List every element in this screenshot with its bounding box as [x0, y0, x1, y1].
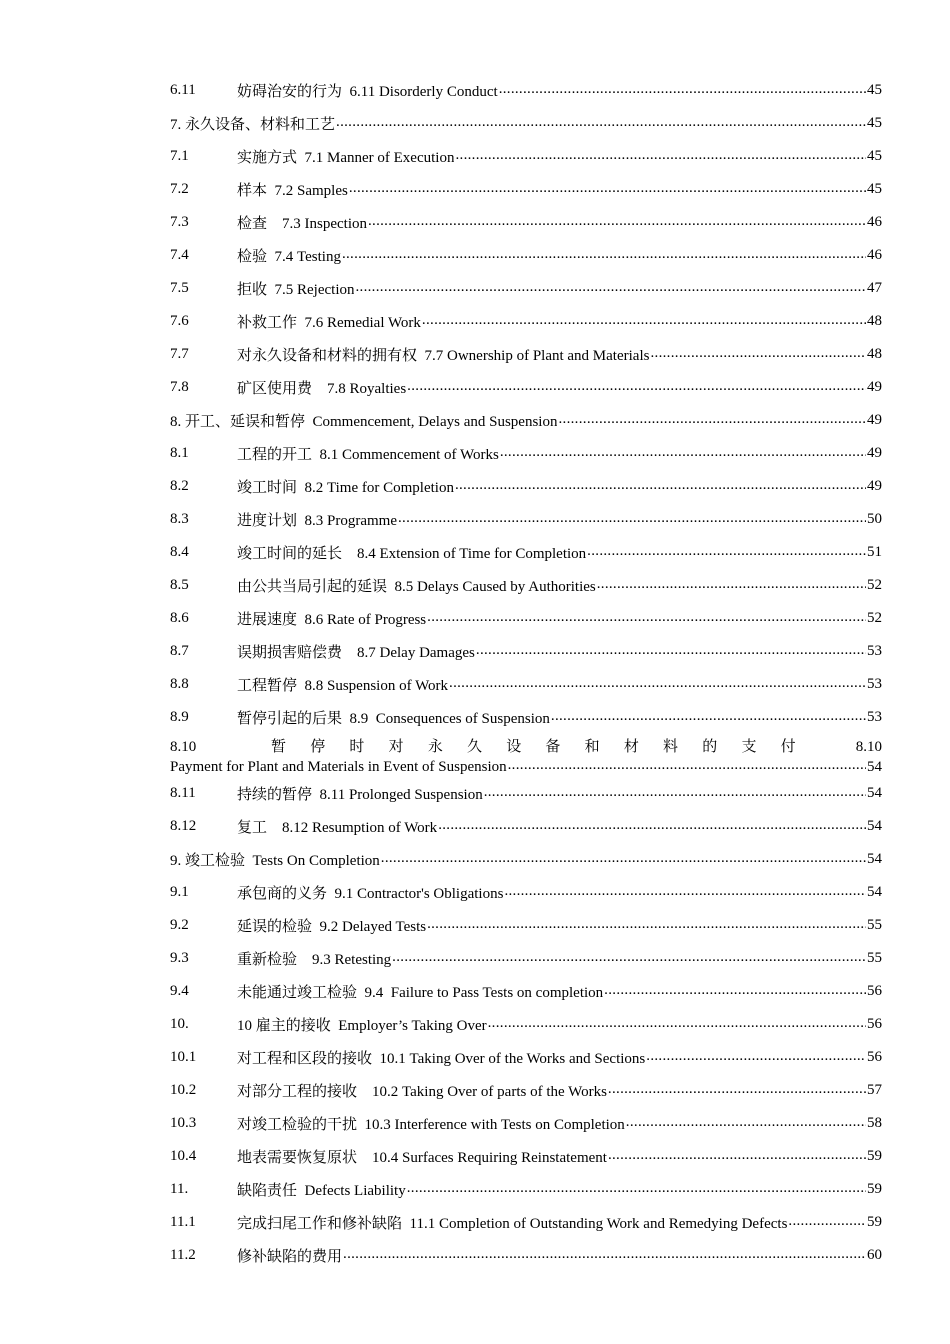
toc-entry[interactable] [170, 140, 882, 173]
toc-entry[interactable] [170, 338, 882, 371]
toc-entry-page: 45 [867, 181, 882, 197]
toc-entry-title: 对工程和区段的接收 10.1 Taking Over of the Works and Sections [237, 1051, 646, 1067]
toc-entry[interactable] [170, 239, 882, 272]
toc-entry[interactable] [170, 810, 882, 843]
toc-entry-title: 10 雇主的接收 Employer’s Taking Over [237, 1018, 487, 1034]
toc-entry-leader [608, 1082, 866, 1100]
toc-entry[interactable] [170, 1074, 882, 1107]
toc-entry-number: 8.3 [170, 511, 189, 527]
toc-entry-title-char: 停 [310, 739, 326, 755]
toc-entry-page: 49 [867, 379, 882, 395]
toc-entry-title: 检查 7.3 Inspection [237, 216, 367, 232]
toc-entry[interactable] [170, 701, 882, 734]
toc-entry-title: 地表需要恢复原状 10.4 Surfaces Requiring Reinstatement [237, 1150, 607, 1166]
toc-entry-page: 49 [867, 412, 882, 428]
toc-entry-leader [650, 346, 866, 364]
toc-entry-leader [343, 1247, 866, 1265]
toc-entry-title-char: 支 [741, 739, 757, 755]
toc-entry-number: 7.2 [170, 181, 189, 197]
toc-entry-leader [500, 445, 866, 463]
toc-entry-number: 10. [170, 1016, 189, 1032]
toc-entry-title: 重新检验 9.3 Retesting [237, 952, 392, 968]
toc-entry-number: 8.1 [170, 445, 189, 461]
toc-entry-leader [504, 884, 866, 902]
toc-entry-page: 46 [867, 247, 882, 263]
toc-entry-number: 7.6 [170, 313, 189, 329]
toc-entry[interactable] [170, 74, 882, 107]
toc-entry-title-char: 和 [584, 739, 600, 755]
table-of-contents [170, 74, 882, 1272]
toc-entry-number: 11.1 [170, 1214, 196, 1230]
toc-entry[interactable] [170, 1239, 882, 1272]
toc-entry-title: 误期损害赔偿费 8.7 Delay Damages [237, 645, 475, 661]
toc-entry-number: 8.5 [170, 577, 189, 593]
toc-entry-number: 8.10 [170, 739, 197, 755]
toc-entry-page: 53 [867, 643, 882, 659]
toc-entry-leader [484, 785, 866, 803]
toc-entry-title: 竣工时间的延长 8.4 Extension of Time for Completion [237, 546, 587, 562]
toc-entry-title: 实施方式 7.1 Manner of Execution [237, 150, 455, 166]
toc-entry-number: 7.7 [170, 346, 189, 362]
toc-entry-title: 检验 7.4 Testing [237, 249, 341, 265]
toc-entry[interactable] [170, 975, 882, 1008]
toc-entry-page: 48 [867, 313, 882, 329]
toc-entry-title-char: 对 [388, 739, 404, 755]
toc-entry-page: 49 [867, 478, 882, 494]
toc-entry-leader [381, 851, 866, 869]
toc-entry-title: 进度计划 8.3 Programme [237, 513, 397, 529]
toc-entry-page: 48 [867, 346, 882, 362]
toc-entry-number: 8.9 [170, 709, 189, 725]
toc-entry-page: 60 [867, 1247, 882, 1263]
toc-entry[interactable] [170, 305, 882, 338]
toc-entry[interactable] [170, 404, 882, 437]
toc-entry-leader [488, 1016, 866, 1034]
toc-entry-number: 8.4 [170, 544, 189, 560]
toc-entry-page: 51 [867, 544, 882, 560]
toc-entry-number: 10.1 [170, 1049, 197, 1065]
toc-entry[interactable] [170, 777, 882, 810]
toc-entry-title: 补救工作 7.6 Remedial Work [237, 315, 421, 331]
toc-entry-page: 57 [867, 1082, 882, 1098]
toc-entry-page: 56 [867, 983, 882, 999]
toc-entry-page: 50 [867, 511, 882, 527]
toc-entry-title: 完成扫尾工作和修补缺陷 11.1 Completion of Outstanding Work and Remedying Defects [237, 1216, 788, 1232]
toc-entry-wrapped[interactable] [170, 734, 882, 777]
toc-entry-leader [422, 313, 866, 331]
toc-entry-title-char: 暂 [271, 739, 287, 755]
toc-entry[interactable] [170, 843, 882, 876]
toc-entry-page: 54 [867, 785, 882, 801]
toc-entry-page: 55 [867, 950, 882, 966]
toc-entry-page: 56 [867, 1049, 882, 1065]
toc-entry-page: 46 [867, 214, 882, 230]
toc-entry-leader [608, 1148, 866, 1166]
toc-entry-number: 8.11 [170, 785, 196, 801]
toc-entry-leader [626, 1115, 866, 1133]
toc-entry-page: 45 [867, 82, 882, 98]
toc-entry-title: 对永久设备和材料的拥有权 7.7 Ownership of Plant and Materials [237, 348, 650, 364]
toc-entry-leader [368, 214, 866, 232]
toc-entry-page: 47 [867, 280, 882, 296]
toc-section-a [170, 74, 882, 734]
toc-entry-page: 54 [867, 884, 882, 900]
toc-entry-number: 7.1 [170, 148, 189, 164]
toc-entry-leader [407, 1181, 866, 1199]
toc-entry[interactable] [170, 876, 882, 909]
toc-entry-title: 延误的检验 9.2 Delayed Tests [237, 919, 427, 935]
toc-entry-title: 工程暂停 8.8 Suspension of Work [237, 678, 449, 694]
toc-entry-leader [349, 181, 866, 199]
toc-entry-number: 8.7 [170, 643, 189, 659]
toc-entry-number: 7.5 [170, 280, 189, 296]
toc-entry-title-char: 的 [702, 739, 718, 755]
toc-entry-number: 7.3 [170, 214, 189, 230]
toc-entry[interactable] [170, 437, 882, 470]
toc-entry-page: 54 [867, 758, 882, 775]
toc-entry-page: 59 [867, 1148, 882, 1164]
toc-entry-title: 工程的开工 8.1 Commencement of Works [237, 447, 499, 463]
toc-entry[interactable] [170, 503, 882, 536]
toc-entry[interactable] [170, 909, 882, 942]
toc-entry-page: 52 [867, 577, 882, 593]
toc-entry-title-char: 料 [663, 739, 679, 755]
toc-entry-title: 竣工时间 8.2 Time for Completion [237, 480, 454, 496]
toc-entry-title: 修补缺陷的费用 [237, 1249, 343, 1265]
toc-entry-leader [499, 82, 866, 100]
toc-entry-number: 11.2 [170, 1247, 196, 1263]
toc-entry-title: 暂停引起的后果 8.9 Consequences of Suspension [237, 711, 550, 727]
toc-entry[interactable] [170, 1173, 882, 1206]
toc-entry-leader [336, 115, 866, 133]
toc-entry-page: 45 [867, 115, 882, 131]
toc-entry-line1 [170, 737, 882, 757]
toc-entry-tail: 8.10 [855, 739, 882, 755]
toc-entry-leader [355, 280, 866, 298]
toc-entry-title: 复工 8.12 Resumption of Work [237, 820, 438, 836]
toc-entry-number: 6.11 [170, 82, 196, 98]
toc-entry-page: 52 [867, 610, 882, 626]
toc-entry-number: 10.4 [170, 1148, 197, 1164]
toc-entry-page: 58 [867, 1115, 882, 1131]
toc-entry[interactable] [170, 470, 882, 503]
toc-entry-title: 对部分工程的接收 10.2 Taking Over of parts of the Works [237, 1084, 607, 1100]
toc-entry-title-char: 付 [780, 739, 796, 755]
toc-entry-number: 9.3 [170, 950, 189, 966]
toc-section-b [170, 777, 882, 1272]
toc-entry-leader [476, 643, 866, 661]
toc-entry-leader [455, 478, 866, 496]
toc-entry[interactable] [170, 206, 882, 239]
toc-entry-leader [558, 412, 866, 430]
toc-entry-number: 7.4 [170, 247, 189, 263]
toc-entry-page: 54 [867, 851, 882, 867]
toc-entry-leader [646, 1049, 866, 1067]
toc-entry-title: 9. 竣工检验 Tests On Completion [170, 853, 380, 869]
toc-entry-leader [449, 676, 866, 694]
toc-entry-number: 10.3 [170, 1115, 197, 1131]
toc-entry[interactable] [170, 1206, 882, 1239]
toc-entry[interactable] [170, 602, 882, 635]
toc-entry-title: 由公共当局引起的延误 8.5 Delays Caused by Authorities [237, 579, 596, 595]
toc-entry-title: Payment for Plant and Materials in Event of Suspension [170, 758, 507, 775]
toc-entry-leader [455, 148, 866, 166]
toc-entry-leader [587, 544, 866, 562]
toc-entry-spread-title [237, 737, 856, 757]
toc-entry-page: 59 [867, 1214, 882, 1230]
toc-entry-number: 9.4 [170, 983, 189, 999]
toc-entry[interactable] [170, 272, 882, 305]
toc-entry-leader [392, 950, 866, 968]
toc-entry-leader [427, 917, 866, 935]
toc-entry-number: 9.2 [170, 917, 189, 933]
toc-entry[interactable] [170, 569, 882, 602]
toc-entry-number: 9.1 [170, 884, 189, 900]
toc-entry-title-char: 永 [427, 739, 443, 755]
toc-entry-number: 8.12 [170, 818, 197, 834]
toc-entry-page: 49 [867, 445, 882, 461]
toc-entry-title-char: 久 [467, 739, 483, 755]
toc-entry-number: 7.8 [170, 379, 189, 395]
toc-entry[interactable] [170, 1041, 882, 1074]
toc-entry-page: 56 [867, 1016, 882, 1032]
toc-entry-number: 8.2 [170, 478, 189, 494]
toc-entry-title: 对竣工检验的干扰 10.3 Interference with Tests on Completion [237, 1117, 625, 1133]
toc-entry-title: 承包商的义务 9.1 Contractor's Obligations [237, 886, 504, 902]
toc-entry-title: 样本 7.2 Samples [237, 183, 348, 199]
toc-entry[interactable] [170, 1140, 882, 1173]
toc-entry[interactable] [170, 635, 882, 668]
toc-entry[interactable] [170, 536, 882, 569]
toc-entry-page: 53 [867, 709, 882, 725]
toc-entry-leader [342, 247, 866, 265]
toc-entry-page: 54 [867, 818, 882, 834]
toc-entry-leader [551, 709, 866, 727]
toc-entry-title-char: 材 [623, 739, 639, 755]
toc-entry-title: 妨碍治安的行为 6.11 Disorderly Conduct [237, 84, 498, 100]
toc-entry-title: 8. 开工、延误和暂停 Commencement, Delays and Suspension [170, 414, 558, 430]
toc-entry-page: 59 [867, 1181, 882, 1197]
toc-entry-line2 [170, 757, 882, 777]
toc-entry[interactable] [170, 668, 882, 701]
toc-entry-title: 持续的暂停 8.11 Prolonged Suspension [237, 787, 483, 803]
toc-entry-title: 7. 永久设备、材料和工艺 [170, 117, 336, 133]
toc-entry-leader [597, 577, 866, 595]
toc-entry-title: 进展速度 8.6 Rate of Progress [237, 612, 427, 628]
toc-entry-leader [438, 818, 866, 836]
toc-entry-leader [508, 758, 866, 776]
toc-entry-title-char: 备 [545, 739, 561, 755]
toc-entry[interactable] [170, 1008, 882, 1041]
toc-entry[interactable] [170, 942, 882, 975]
toc-entry[interactable] [170, 1107, 882, 1140]
toc-entry-page: 45 [867, 148, 882, 164]
toc-entry-title-char: 时 [349, 739, 365, 755]
toc-entry[interactable] [170, 173, 882, 206]
toc-entry-number: 11. [170, 1181, 189, 1197]
toc-entry-title-char: 设 [506, 739, 522, 755]
toc-entry-number: 10.2 [170, 1082, 197, 1098]
toc-entry-leader [407, 379, 866, 397]
toc-entry-page: 53 [867, 676, 882, 692]
toc-entry-leader [788, 1214, 866, 1232]
toc-entry-number: 8.8 [170, 676, 189, 692]
toc-entry-leader [398, 511, 866, 529]
toc-entry-number: 8.6 [170, 610, 189, 626]
toc-entry-title: 矿区使用费 7.8 Royalties [237, 381, 407, 397]
toc-entry-title: 拒收 7.5 Rejection [237, 282, 355, 298]
toc-entry-page: 55 [867, 917, 882, 933]
toc-entry-leader [427, 610, 866, 628]
toc-entry[interactable] [170, 107, 882, 140]
toc-entry-title: 缺陷责任 Defects Liability [237, 1183, 406, 1199]
toc-entry-title: 未能通过竣工检验 9.4 Failure to Pass Tests on completion [237, 985, 604, 1001]
toc-entry-leader [604, 983, 866, 1001]
toc-entry[interactable] [170, 371, 882, 404]
